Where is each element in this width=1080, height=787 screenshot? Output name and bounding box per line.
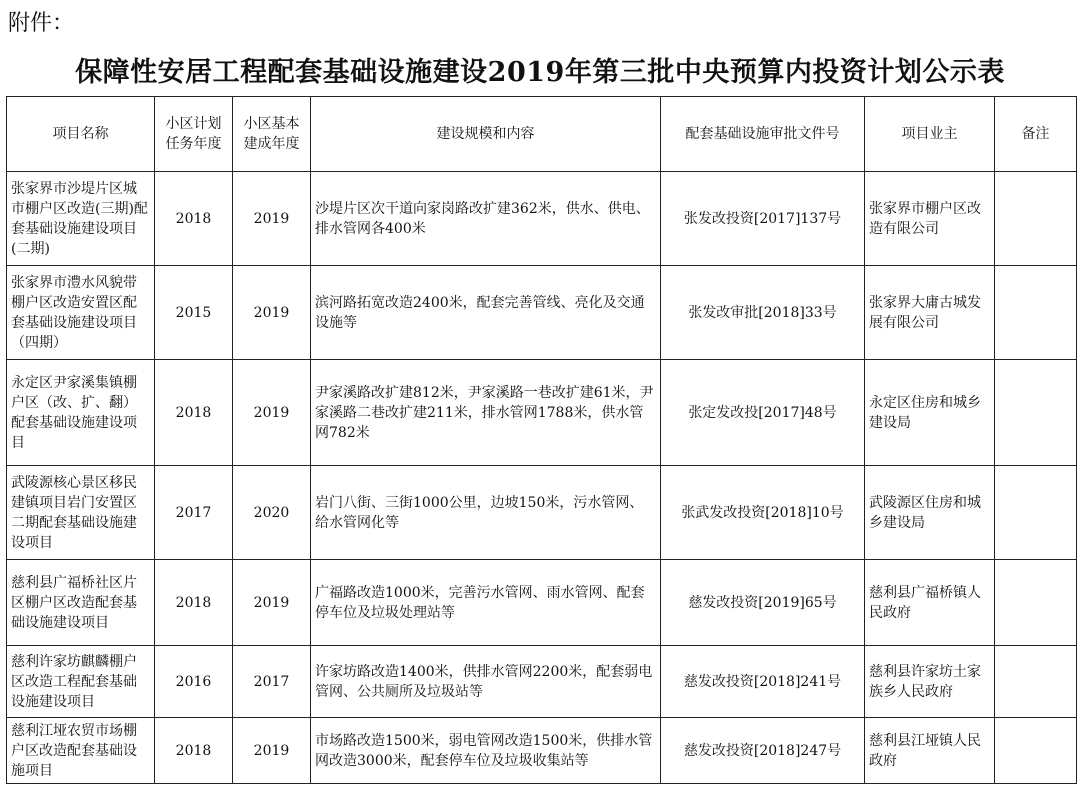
cell-doc-no: 慈发改投资[2019]65号: [661, 560, 865, 646]
cell-doc-no: 张发改审批[2018]33号: [661, 266, 865, 360]
cell-owner: 慈利县江垭镇人民政府: [865, 718, 995, 784]
table-row: [7, 172, 1077, 266]
cell-project-name: 慈利县广福桥社区片区棚户区改造配套基础设施建设项目: [7, 560, 155, 646]
cell-note: [995, 718, 1077, 784]
header-note: 备注: [995, 97, 1077, 172]
investment-plan-table: [6, 96, 1077, 784]
table-header-row: [7, 97, 1077, 172]
table-row: [7, 360, 1077, 466]
table-row: [7, 266, 1077, 360]
cell-note: [995, 560, 1077, 646]
cell-scale: 许家坊路改造1400米，供排水管网2200米，配套弱电管网、公共厕所及垃圾站等: [311, 646, 661, 718]
page-title: 保障性安居工程配套基础设施建设2019年第三批中央预算内投资计划公示表: [75, 57, 1005, 88]
cell-complete-year: 2020: [233, 466, 311, 560]
header-doc-no: 配套基础设施审批文件号: [661, 97, 865, 172]
cell-scale: 尹家溪路改扩建812米，尹家溪路一巷改扩建61米，尹家溪路二巷改扩建211米，排水管网1788米，供水管网782米: [311, 360, 661, 466]
cell-project-name: 慈利许家坊麒麟棚户区改造工程配套基础设施建设项目: [7, 646, 155, 718]
cell-scale: 广福路改造1000米，完善污水管网、雨水管网、配套停车位及垃圾处理站等: [311, 560, 661, 646]
cell-project-name: 永定区尹家溪集镇棚户区（改、扩、翻）配套基础设施建设项目: [7, 360, 155, 466]
cell-plan-year: 2016: [155, 646, 233, 718]
table-row: [7, 718, 1077, 784]
table-row: [7, 560, 1077, 646]
cell-plan-year: 2018: [155, 360, 233, 466]
cell-doc-no: 张定发改投[2017]48号: [661, 360, 865, 466]
cell-complete-year: 2019: [233, 718, 311, 784]
cell-note: [995, 360, 1077, 466]
cell-scale: 沙堤片区次干道向家岗路改扩建362米，供水、供电、排水管网各400米: [311, 172, 661, 266]
cell-scale: 市场路改造1500米，弱电管网改造1500米，供排水管网改造3000米，配套停车位及垃圾收集站等: [311, 718, 661, 784]
cell-doc-no: 慈发改投资[2018]241号: [661, 646, 865, 718]
cell-plan-year: 2017: [155, 466, 233, 560]
header-project-name: 项目名称: [7, 97, 155, 172]
cell-doc-no: 慈发改投资[2018]247号: [661, 718, 865, 784]
cell-complete-year: 2019: [233, 266, 311, 360]
table-row: [7, 646, 1077, 718]
header-owner: 项目业主: [865, 97, 995, 172]
header-complete-year: 小区基本建成年度: [233, 97, 311, 172]
cell-scale: 岩门八街、三街1000公里，边坡150米，污水管网、给水管网化等: [311, 466, 661, 560]
cell-doc-no: 张发改投资[2017]137号: [661, 172, 865, 266]
table-row: [7, 466, 1077, 560]
cell-note: [995, 466, 1077, 560]
cell-project-name: 张家界市沙堤片区城市棚户区改造(三期)配套基础设施建设项目(二期): [7, 172, 155, 266]
cell-project-name: 张家界市澧水风貌带棚户区改造安置区配套基础设施建设项目（四期）: [7, 266, 155, 360]
cell-owner: 武陵源区住房和城乡建设局: [865, 466, 995, 560]
cell-owner: 慈利县广福桥镇人民政府: [865, 560, 995, 646]
cell-plan-year: 2018: [155, 560, 233, 646]
cell-complete-year: 2019: [233, 560, 311, 646]
attachment-label: 附件：: [8, 11, 75, 36]
cell-plan-year: 2018: [155, 172, 233, 266]
cell-owner: 张家界大庸古城发展有限公司: [865, 266, 995, 360]
cell-owner: 张家界市棚户区改造有限公司: [865, 172, 995, 266]
cell-note: [995, 646, 1077, 718]
cell-plan-year: 2015: [155, 266, 233, 360]
cell-complete-year: 2019: [233, 172, 311, 266]
cell-owner: 永定区住房和城乡建设局: [865, 360, 995, 466]
header-plan-year: 小区计划任务年度: [155, 97, 233, 172]
cell-project-name: 慈利江垭农贸市场棚户区改造配套基础设施项目: [7, 718, 155, 784]
cell-plan-year: 2018: [155, 718, 233, 784]
cell-scale: 滨河路拓宽改造2400米，配套完善管线、亮化及交通设施等: [311, 266, 661, 360]
cell-note: [995, 172, 1077, 266]
cell-complete-year: 2017: [233, 646, 311, 718]
cell-note: [995, 266, 1077, 360]
cell-owner: 慈利县许家坊土家族乡人民政府: [865, 646, 995, 718]
header-scale: 建设规模和内容: [311, 97, 661, 172]
cell-complete-year: 2019: [233, 360, 311, 466]
cell-doc-no: 张武发改投资[2018]10号: [661, 466, 865, 560]
cell-project-name: 武陵源核心景区移民建镇项目岩门安置区二期配套基础设施建设项目: [7, 466, 155, 560]
